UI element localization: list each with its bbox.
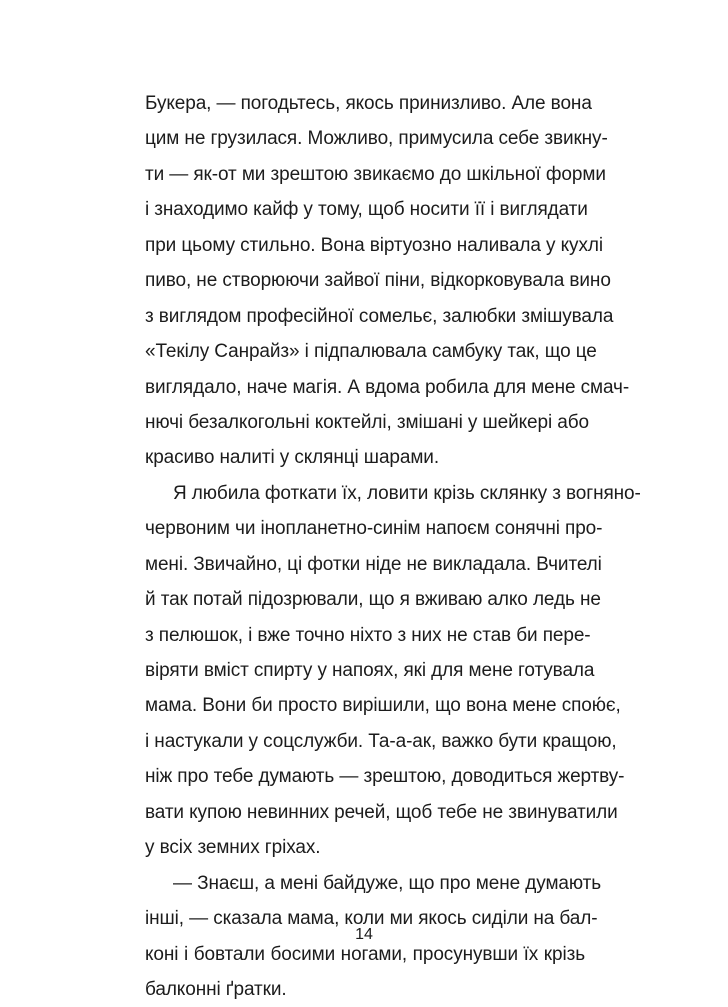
text-line: червоним чи інопланетно-синім напоєм сонячні про- [145, 518, 603, 540]
text-line: ніж про тебе думають — зрештою, доводиться жертву- [145, 766, 625, 788]
text-line: «Текілу Санрайз» і підпалювала самбуку так, що це [145, 341, 597, 363]
text-line: віряти вміст спирту у напоях, які для мене готувала [145, 660, 595, 681]
text-line: пиво, не створюючи зайвої піни, відкорковувала вино [145, 270, 611, 292]
paragraph-start-line: — Знаєш, а мені байдуже, що про мене думають [173, 872, 602, 894]
text-line: ти — як-от ми зрештою звикаємо до шкільної форми [145, 163, 606, 185]
text-line: мені. Звичайно, ці фотки ніде не викладала. Вчителі [145, 553, 602, 575]
text-line: Букера, — погодьтесь, якось принизливо. Але вона [145, 93, 592, 114]
text-line: інші, — сказала мама, коли ми якось сиділи на бал- [145, 908, 598, 930]
text-line: й так потай підозрювали, що я вживаю алко ледь не [145, 589, 601, 611]
page-number: 14 [355, 926, 373, 943]
text-line: цим не грузилася. Можливо, примусила себе звикну- [145, 128, 608, 150]
paragraph-end-line: красиво налиті у склянці шарами. [145, 447, 439, 469]
text-line: мама. Вони би просто вирішили, що вона мене спою́є, [145, 695, 621, 717]
paragraph-end-line: балконні ґратки. [145, 978, 287, 1000]
text-line: нючі безалкогольні коктейлі, змішані у шейкері або [145, 411, 589, 433]
paragraph-start-line: Я любила фоткати їх, ловити крізь склянку з вогняно- [173, 482, 641, 504]
text-line: і настукали у соцслужби. Та-а-ак, важко бути кращою, [145, 730, 617, 752]
text-line: виглядало, наче магія. А вдома робила для мене смач- [145, 376, 630, 398]
text-line: і знаходимо кайф у тому, щоб носити її і виглядати [145, 199, 588, 221]
text-line: при цьому стильно. Вона віртуозно наливала у кухлі [145, 234, 603, 256]
text-line: вати купою невинних речей, щоб тебе не звинуватили [145, 801, 618, 823]
paragraph-end-line: у всіх земних гріхах. [145, 837, 321, 859]
text-line: коні і бовтали босими ногами, просунувши їх крізь [145, 943, 585, 965]
body-text [145, 86, 641, 1007]
text-line: з пелюшок, і вже точно ніхто з них не став би пере- [145, 624, 591, 646]
text-line: з виглядом професійної сомельє, залюбки змішувала [145, 305, 614, 327]
